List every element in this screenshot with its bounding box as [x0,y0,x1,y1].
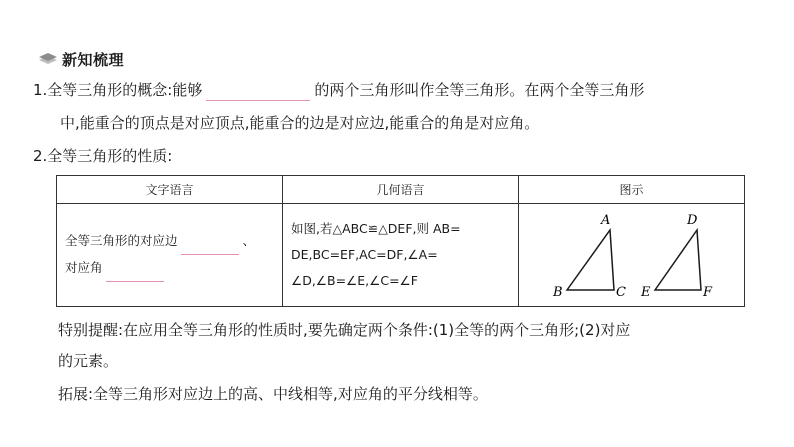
tip-line1: 特别提醒:在应用全等三角形的性质时,要先确定两个条件:(1)全等的两个三角形;(2)对应 [58,321,631,339]
label-e: E [641,285,651,300]
extension-note: 拓展:全等三角形对应边上的高、中线相等,对应角的平分线相等。 [58,385,488,403]
item1-text-a: 1.全等三角形的概念:能够 [33,81,203,99]
text-language-cell [57,204,283,307]
section-title: 新知梳理 [62,50,125,69]
label-f: F [703,285,713,300]
triangle-def [655,230,701,290]
label-b: B [553,285,563,300]
item1-text-b: 的两个三角形叫作全等三角形。在两个全等三角形 [314,81,645,99]
property-table [56,175,745,307]
text-language-line1 [65,228,282,255]
geometry-language-cell [283,204,519,307]
answer-blank-angles[interactable] [106,255,164,282]
label-a: A [601,213,611,228]
triangle-abc [567,230,614,290]
geo-line2: DE,BC=EF,AC=DF,∠A= [291,247,438,262]
item2-title: 2.全等三角形的性质: [33,147,173,165]
header-text-language: 文字语言 [57,176,283,204]
text-language-line2 [65,255,282,282]
header-geometry-language: 几何语言 [283,176,519,204]
geo-line1: 如图,若△ABC≌△DEF,则 AB= [291,221,461,236]
header-figure: 图示 [519,176,745,204]
item1-line1 [33,80,644,101]
table-body-row [57,204,745,307]
figure-cell [519,204,745,307]
label-c: C [616,285,626,300]
item1-line2: 中,能重合的顶点是对应顶点,能重合的边是对应边,能重合的角是对应角。 [60,114,540,132]
answer-blank-concept[interactable] [206,80,310,101]
answer-blank-sides[interactable] [181,228,239,255]
text-col-line2: 对应角 [65,260,103,275]
geo-line3: ∠D,∠B=∠E,∠C=∠F [291,273,418,288]
tip-line2: 的元素。 [58,352,119,370]
label-d: D [687,213,698,228]
section-heading [38,48,124,70]
table-header-row [57,176,745,204]
diamond-stack-icon [38,52,58,66]
text-col-sep: 、 [242,233,256,248]
congruent-triangles-figure [519,204,745,306]
text-col-line1: 全等三角形的对应边 [65,233,178,248]
